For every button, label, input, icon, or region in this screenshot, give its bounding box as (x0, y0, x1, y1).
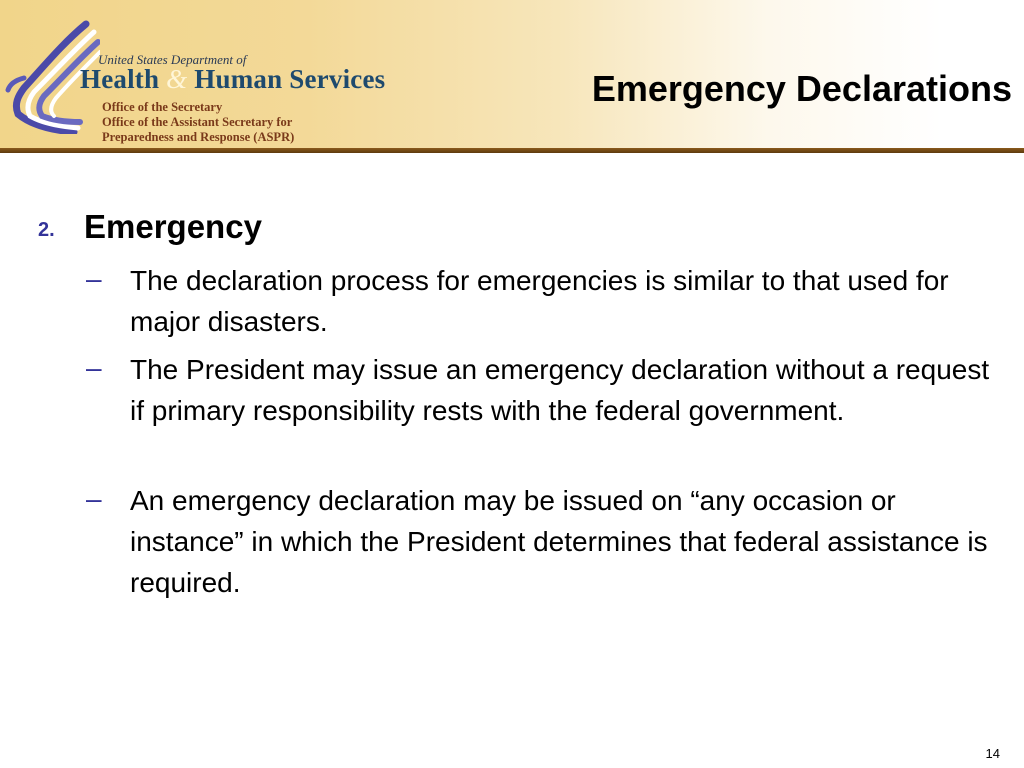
logo-ampersand: & (166, 64, 188, 94)
logo-department-text: United States Department of (98, 52, 247, 67)
slide-header (0, 0, 1024, 148)
bullet-text: The declaration process for emergencies is similar to that used for major disasters. (130, 265, 949, 337)
header-divider (0, 148, 1024, 153)
logo-health: Health (80, 64, 167, 94)
logo-sub-3: Preparedness and Response (ASPR) (102, 130, 295, 144)
logo-human-services: Human Services (187, 64, 386, 94)
list-number: 2. (38, 219, 55, 241)
logo-sub-2: Office of the Assistant Secretary for (102, 115, 293, 129)
bullet-text: The President may issue an emergency declaration without a request if primary responsibility rests with the federal government. (130, 354, 990, 426)
dash-bullet-icon: – (86, 483, 102, 514)
slide-title: Emergency Declarations (591, 68, 1012, 109)
page-number: 14 (985, 746, 1000, 761)
hhs-logo (0, 0, 386, 148)
bullet-text: An emergency declaration may be issued on “any occasion or instance” in which the President determines that federal assistance is required. (130, 485, 988, 598)
logo-hhs-text (80, 64, 385, 95)
dash-bullet-icon: – (86, 352, 102, 383)
list-heading: Emergency (84, 208, 262, 245)
logo-sub-1: Office of the Secretary (102, 100, 223, 114)
dash-bullet-icon: – (86, 263, 102, 294)
